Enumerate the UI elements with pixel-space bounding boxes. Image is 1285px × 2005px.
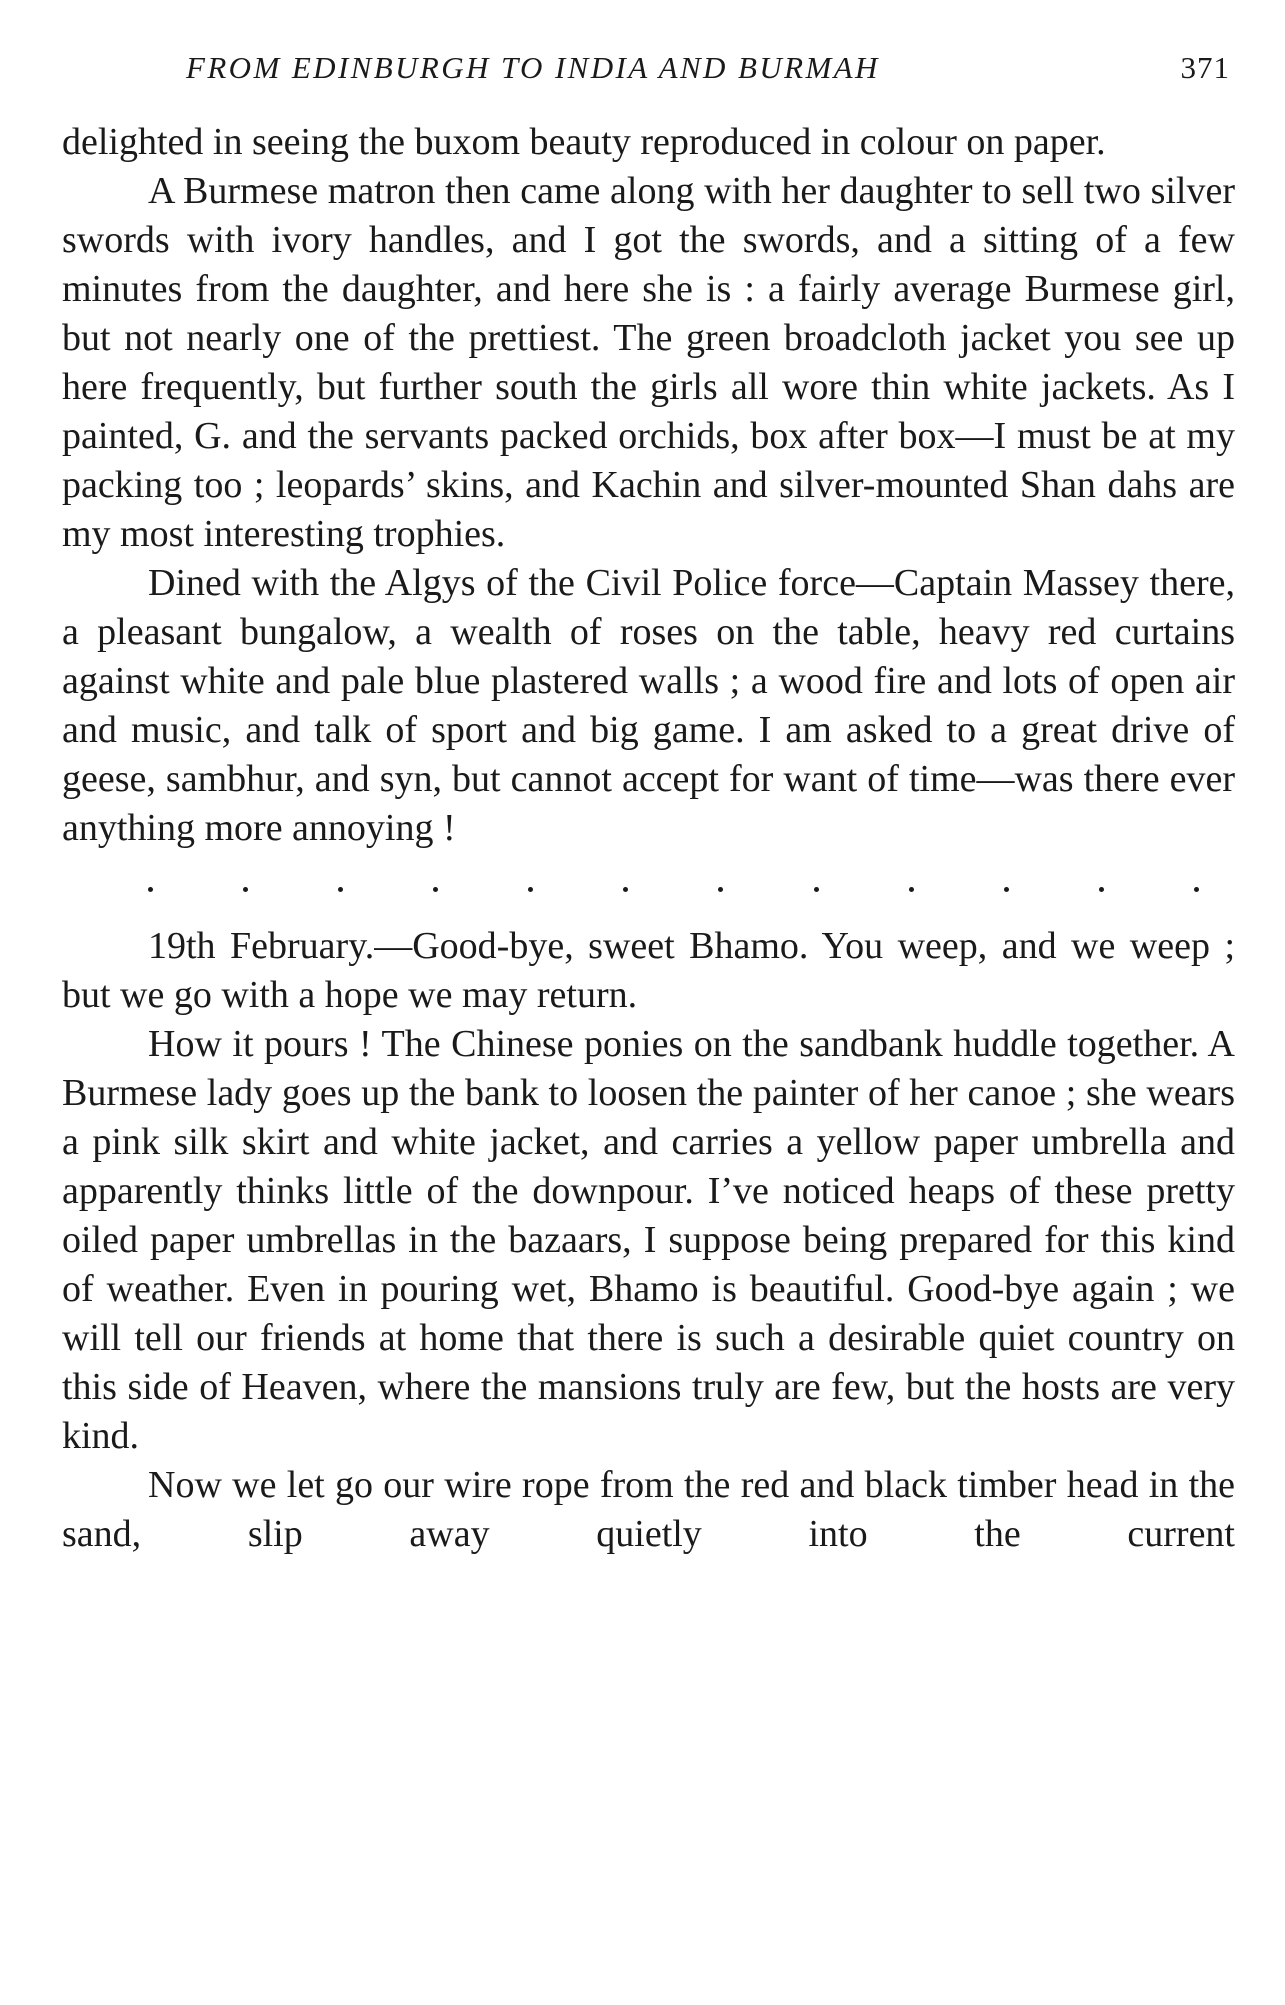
body-text bbox=[62, 118, 1235, 1559]
ellipsis-dot bbox=[1099, 887, 1104, 892]
section-break-dots bbox=[62, 865, 1235, 914]
ellipsis-dot bbox=[1194, 887, 1199, 892]
paragraph-19th-february: 19th February.—Good-bye, sweet Bhamo. You weep, and we weep ; but we go with a hope we may return. bbox=[62, 925, 1235, 1016]
paragraph-burmese-matron: A Burmese matron then came along with her daughter to sell two silver swords with ivory handles, and I got the swords, and a sitting of a few minutes from the daughter, and here she is : a fairly average Burmese girl, but not nearly one of the prettiest. The green broadcloth jacket you see up here frequently, but further south the girls all wore thin white jackets. As I painted, G. and the servants packed orchids, box after box—I must be at my packing too ; leopards’ skins, and Kachin and silver-mounted Shan dahs are my most interesting trophies. bbox=[62, 170, 1235, 555]
running-title: FROM EDINBURGH TO INDIA AND BURMAH bbox=[186, 50, 880, 85]
ellipsis-dot bbox=[1004, 887, 1009, 892]
ellipsis-dot bbox=[814, 887, 819, 892]
running-head bbox=[60, 50, 1230, 94]
paragraph-how-it-pours: How it pours ! The Chinese ponies on the sandbank huddle together. A Burmese lady goes up the bank to loosen the painter of her canoe ; she wears a pink silk skirt and white jacket, and carries a yellow paper umbrella and apparently thinks little of the downpour. I’ve noticed heaps of these pretty oiled paper umbrellas in the bazaars, I suppose being prepared for this kind of weather. Even in pouring wet, Bhamo is beautiful. Good-bye again ; we will tell our friends at home that there is such a desirable quiet country on this side of Heaven, where the mansions truly are few, but the hosts are very kind. bbox=[62, 1023, 1235, 1457]
ellipsis-dot bbox=[148, 887, 153, 892]
ellipsis-dot bbox=[338, 887, 343, 892]
ellipsis-dot bbox=[718, 887, 723, 892]
paragraph-wire-rope: Now we let go our wire rope from the red and black timber head in the sand, slip away quietly into the current bbox=[62, 1464, 1235, 1555]
ellipsis-dot bbox=[909, 887, 914, 892]
paragraph-continued: delighted in seeing the buxom beauty reproduced in colour on paper. bbox=[62, 121, 1106, 163]
paragraph-dined-with-algys: Dined with the Algys of the Civil Police force—Captain Massey there, a pleasant bungalow, a wealth of roses on the table, heavy red curtains against white and pale blue plastered walls ; a wood fire and lots of open air and music, and talk of sport and big game. I am asked to a great drive of geese, sambhur, and syn, but cannot accept for want of time—was there ever anything more annoying ! bbox=[62, 562, 1235, 849]
page-number: 371 bbox=[1180, 50, 1230, 85]
ellipsis-dot bbox=[623, 887, 628, 892]
ellipsis-dot bbox=[528, 887, 533, 892]
ellipsis-dot bbox=[433, 887, 438, 892]
ellipsis-dot bbox=[243, 887, 248, 892]
